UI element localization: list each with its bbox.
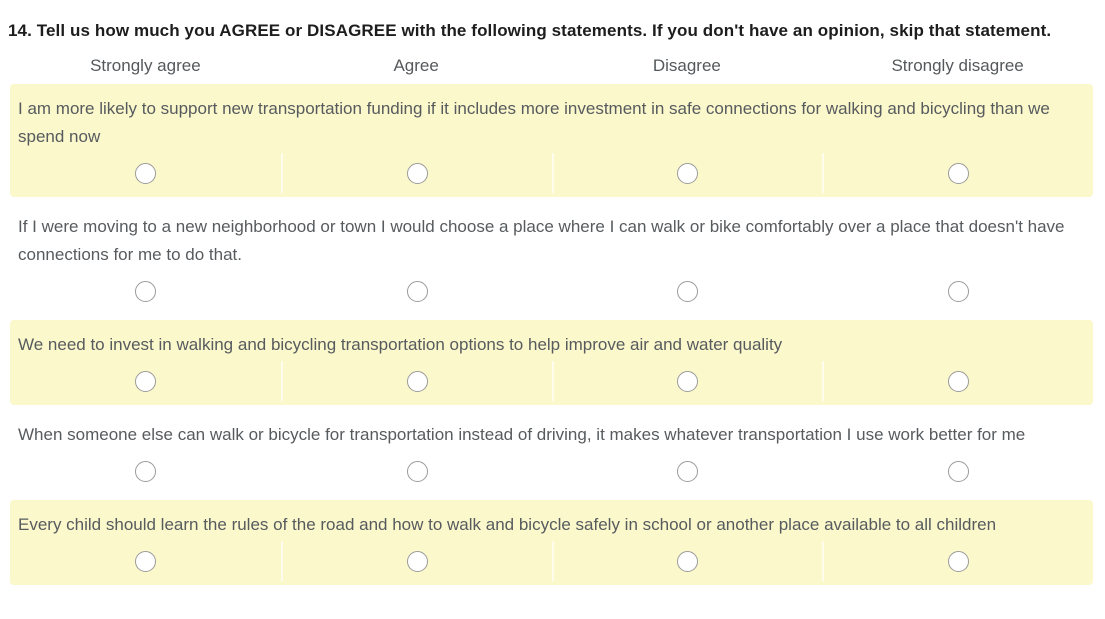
radio-agree[interactable] [407, 281, 428, 302]
radio-cell [552, 361, 823, 401]
radio-cell [552, 451, 823, 491]
radio-cell [822, 153, 1093, 193]
option-header-disagree: Disagree [652, 56, 721, 75]
option-header-strongly-agree: Strongly agree [90, 56, 201, 75]
statement-text: Every child should learn the rules of the road and how to walk and bicycle safely in school or another place available to all children [18, 515, 997, 534]
radio-strongly-agree[interactable] [135, 281, 156, 302]
statement-text: I am more likely to support new transportation funding if it includes more investment in safe connections for walking and bicycling than we spend now [18, 99, 1050, 146]
radio-cell [552, 541, 823, 581]
radio-strongly-disagree[interactable] [948, 163, 969, 184]
radio-strongly-disagree[interactable] [948, 281, 969, 302]
question-title: 14. Tell us how much you AGREE or DISAGREE with the following statements. If you don't have an opinion, skip that statement. [8, 21, 1052, 40]
radio-cell [281, 451, 552, 491]
radio-cell [552, 271, 823, 311]
radio-cell [552, 153, 823, 193]
radio-cell [281, 271, 552, 311]
statement-row-4 [10, 410, 1093, 495]
radio-disagree[interactable] [677, 371, 698, 392]
radio-disagree[interactable] [677, 281, 698, 302]
radio-strongly-disagree[interactable] [948, 461, 969, 482]
radio-cell [10, 451, 281, 491]
option-header-agree: Agree [393, 56, 439, 75]
radio-disagree[interactable] [677, 461, 698, 482]
radio-group [10, 361, 1093, 401]
statement-text: When someone else can walk or bicycle for transportation instead of driving, it makes whatever transportation I use work better for me [18, 425, 1026, 444]
options-header-row [10, 55, 1093, 77]
radio-strongly-agree[interactable] [135, 461, 156, 482]
statement-row-5 [10, 500, 1093, 585]
radio-strongly-disagree[interactable] [948, 551, 969, 572]
radio-cell [10, 153, 281, 193]
statement-row-2 [10, 202, 1093, 315]
radio-group [10, 271, 1093, 311]
statement-row-3 [10, 320, 1093, 405]
likert-matrix [0, 55, 1105, 585]
radio-strongly-agree[interactable] [135, 163, 156, 184]
radio-agree[interactable] [407, 551, 428, 572]
statement-text: We need to invest in walking and bicycling transportation options to help improve air and water quality [18, 335, 783, 354]
radio-agree[interactable] [407, 461, 428, 482]
radio-group [10, 451, 1093, 491]
radio-agree[interactable] [407, 163, 428, 184]
radio-disagree[interactable] [677, 163, 698, 184]
radio-cell [10, 361, 281, 401]
radio-cell [281, 541, 552, 581]
radio-cell [10, 271, 281, 311]
radio-disagree[interactable] [677, 551, 698, 572]
radio-strongly-disagree[interactable] [948, 371, 969, 392]
radio-cell [822, 451, 1093, 491]
radio-cell [822, 361, 1093, 401]
radio-cell [822, 541, 1093, 581]
radio-group [10, 153, 1093, 193]
radio-strongly-agree[interactable] [135, 371, 156, 392]
radio-cell [281, 153, 552, 193]
radio-agree[interactable] [407, 371, 428, 392]
survey-page [0, 21, 1105, 619]
statement-row-1 [10, 84, 1093, 197]
radio-strongly-agree[interactable] [135, 551, 156, 572]
radio-cell [822, 271, 1093, 311]
statement-text: If I were moving to a new neighborhood or town I would choose a place where I can walk or bike comfortably over a place that doesn't have connections for me to do that. [18, 217, 1065, 264]
radio-cell [10, 541, 281, 581]
radio-group [10, 541, 1093, 581]
radio-cell [281, 361, 552, 401]
option-header-strongly-disagree: Strongly disagree [891, 56, 1024, 75]
